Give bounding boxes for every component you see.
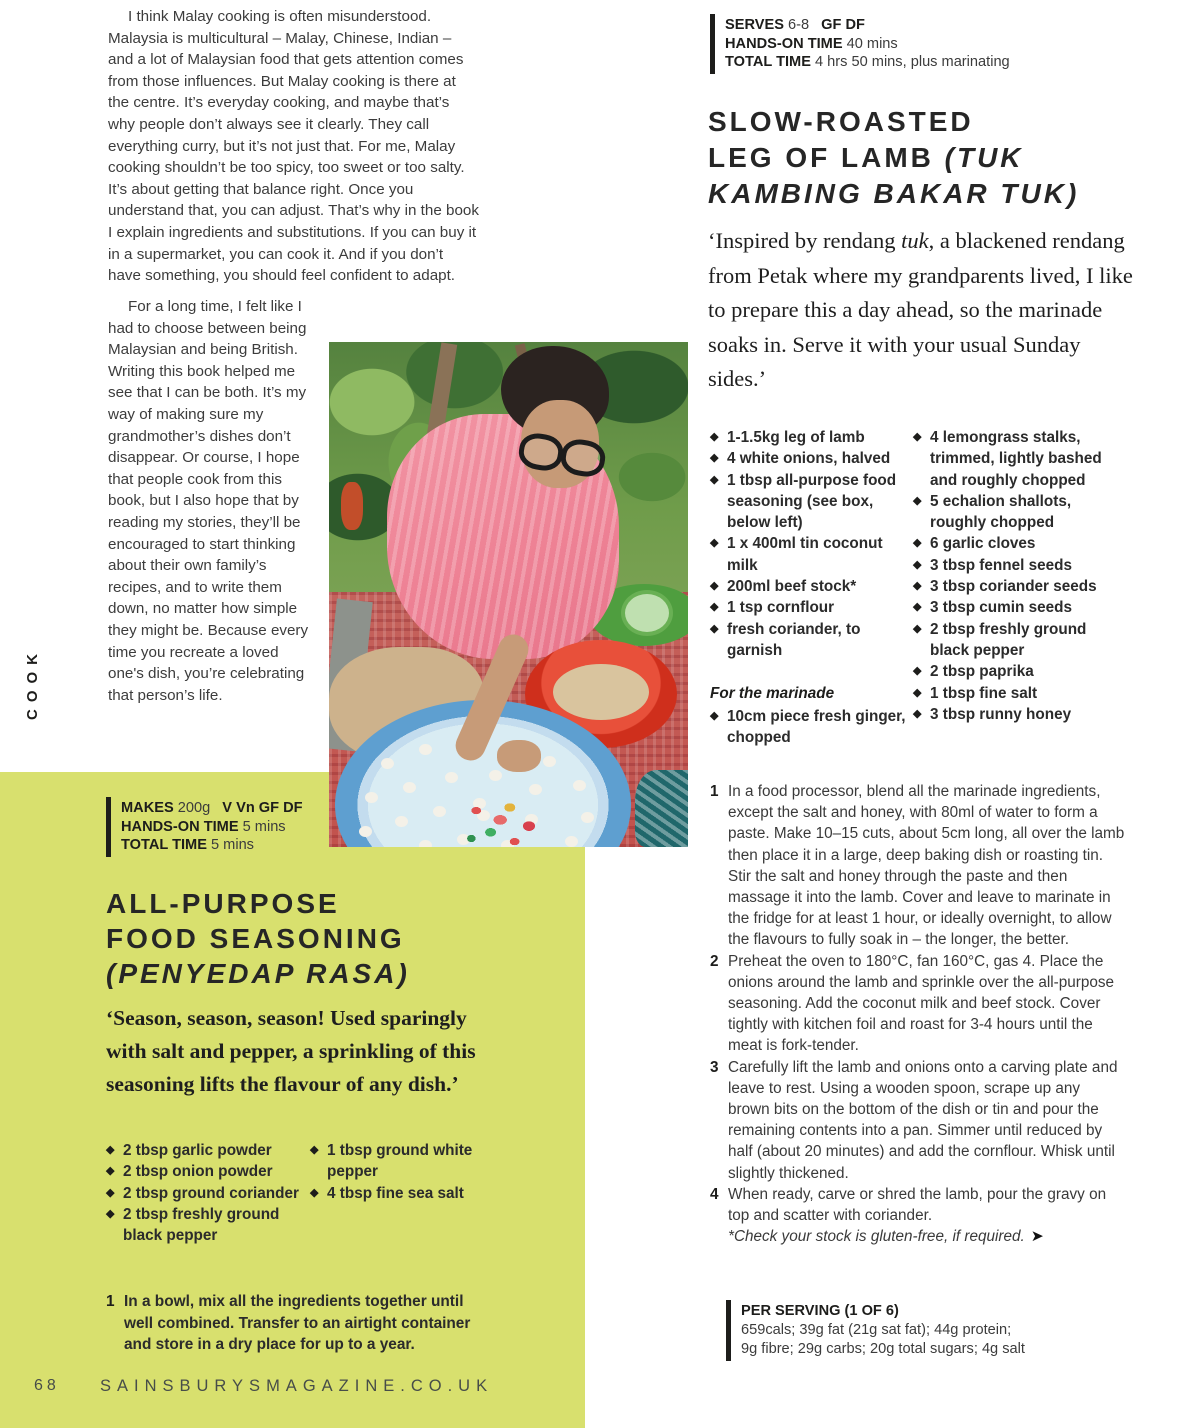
page-number: 68 [34,1377,60,1394]
serves-value: 6-8 [788,17,810,33]
lamb-method [710,781,1125,1247]
lamb-quote: ‘Inspired by rendang tuk, a blackened rendang from Petak where my grandparents lived, I like to prepare this a day ahead, so the marinade soaks in. Serve it with your usual Sunday sides.’ [708,228,1133,391]
lamb-ingredients-col1 [710,427,910,748]
seasoning-method [106,1291,488,1356]
per-serving-title: PER SERVING (1 OF 6) [741,1303,899,1319]
diamond-bullet-icon: ◆ [106,1165,115,1178]
man-hand [497,740,541,772]
diamond-bullet-icon: ◆ [913,558,922,571]
ingredient-item: ◆ 2 tbsp onion powder [106,1161,311,1182]
ingredient-item: ◆ 2 tbsp paprika [913,661,1128,682]
method-step [710,781,1125,951]
title-line: LEG OF LAMB (TUK [708,142,1024,173]
ingredient-item: ◆ 10cm piece fresh ginger, chopped [710,707,906,746]
article-paragraph-1: I think Malay cooking is often misunderstood. Malaysia is multicultural – Malay, Chinese, Indian – and a lot of Malaysian food that gets attention comes from those influences. But Malay cooking is there at the centre. It’s everyday cooking, and maybe that’s why people don’t always see it clearly. They call everything curry, but it’s not just that. For me, Malay cooking shouldn’t be too spicy, too sweet or too salty. It’s about getting that balance right. Once you understand that, you can adjust. That’s why in the book I explain ingredients and substitutions. If you can buy it in a supermarket, you can cook it. And if you don’t have something, you should feel confident to adapt. [108,8,479,285]
ingredient-item: ◆ 1 x 400ml tin coconut milk [710,535,883,574]
method-step [710,1184,1125,1248]
diamond-bullet-icon: ◆ [710,601,719,614]
seasoning-recipe-title [106,886,410,991]
diamond-bullet-icon: ◆ [710,709,719,722]
ingredient-item: ◆ 1-1.5kg leg of lamb [710,427,910,448]
serves-label: SERVES [725,17,784,33]
diamond-bullet-icon: ◆ [710,622,719,635]
title-line-malay: KAMBING BAKAR TUK) [708,178,1080,209]
step-number: 2 [710,952,719,970]
diamond-bullet-icon: ◆ [710,580,719,593]
ingredient-item: ◆ 2 tbsp ground coriander [106,1183,311,1204]
continue-arrow-icon: ➤ [1030,1228,1044,1246]
ingredient-item: ◆ 3 tbsp coriander seeds [913,576,1128,597]
diamond-bullet-icon: ◆ [106,1186,115,1199]
seasoning-quote: ‘Season, season, season! Used sparingly with salt and pepper, a sprinkling of this seasoning lifts the flavour of any dish.’ [106,1006,476,1096]
article-paragraph-2: For a long time, I felt like I had to choose between being Malaysian and being British. Writing this book helped me see that I can be both. It’s my way of making sure my grandmother’s dishes don’t disappear. Or course, I hope that people cook from this book, but I also hope that by reading my stories, they’ll be encouraged to start thinking about their own family’s recipes, and to write them down, no matter how simple they might be. Because every time you recreate a loved one's dish, you’re celebrating that person’s life. [108,298,309,704]
diamond-bullet-icon: ◆ [913,494,922,507]
step-text: Carefully lift the lamb and onions onto a carving plate and leave to rest. Using a wooden spoon, scrape up any brown bits on the bottom of the dish or tin and pour the remaining contents into a pan. Simmer until reduced by half (about 20 minutes) and add the cornflour. Whisk until slightly thickened. [728,1058,1118,1182]
total-time-label: TOTAL TIME [725,54,811,71]
step-text: When ready, carve or shred the lamb, pour the gravy on top and scatter with coriander. *Check your stock is gluten-free, if required. ➤ [728,1185,1107,1246]
diamond-bullet-icon: ◆ [310,1144,319,1156]
photo-man-making-kuih [329,342,688,847]
dough [553,664,649,720]
per-serving-box [726,1300,1025,1361]
ingredient-item: ◆ 5 echalion shallots, roughly chopped [913,492,1072,532]
ingredient-item: ◆ 4 tbsp fine sea salt [310,1183,505,1204]
step-text: In a bowl, mix all the ingredients together until well combined. Transfer to an airtight container and store in a dry place for up to a year. [124,1293,471,1354]
diamond-bullet-icon: ◆ [913,537,922,550]
makes-line [121,799,303,818]
title-line: FOOD SEASONING [106,923,405,954]
diamond-bullet-icon: ◆ [913,686,922,699]
diamond-bullet-icon: ◆ [310,1186,319,1199]
total-time-line [725,53,1010,72]
ingredient-item: ◆ 6 garlic cloves [913,533,1128,554]
leaf-cup [621,590,673,636]
diet-badges: GF DF [821,17,865,33]
diamond-bullet-icon: ◆ [913,601,922,614]
ingredient-item: ◆ 1 tbsp fine salt [913,683,1128,704]
lamb-meta-box [710,14,1010,74]
title-line: ALL-PURPOSE [106,888,340,919]
hands-on-value: 5 mins [242,818,286,835]
ingredient-item: ◆ 200ml beef stock* [710,576,910,597]
hands-on-label: HANDS-ON TIME [725,35,843,52]
serves-line [725,16,1010,35]
makes-value: 200g [177,800,211,816]
method-step [710,1057,1125,1184]
marinade-heading: For the marinade [710,685,835,703]
seasoning-meta-box [106,797,303,857]
ingredient-item: ◆ 3 tbsp fennel seeds [913,555,1128,576]
seasoning-ingredients-col2 [310,1140,505,1204]
hands-on-line [725,35,1010,54]
seasoning-ingredients-col1 [106,1140,311,1246]
step-number: 4 [710,1185,719,1203]
hands-on-value: 40 mins [846,35,898,52]
diet-badges: V Vn GF DF [222,800,303,816]
gluten-free-note: *Check your stock is gluten-free, if required. [728,1228,1025,1246]
diamond-bullet-icon: ◆ [710,537,719,550]
ingredient-item: ◆ 3 tbsp cumin seeds [913,597,1128,618]
ingredient-item: ◆ 4 white onions, halved [710,448,910,469]
diamond-bullet-icon: ◆ [913,707,922,720]
total-time-label: TOTAL TIME [121,837,207,854]
ingredient-item: ◆ 2 tbsp freshly ground black pepper [106,1205,280,1245]
step-text: In a food processor, blend all the marinade ingredients, except the salt and honey, with 80ml of water to form a paste. Make 10–15 cuts, about 5cm long, all over the lamb then place it in a large, deep baking dish or roasting tin. Stir the salt and honey through the paste and then massage it into the lamb. Cover and leave to marinate in the fridge for at least 1 hour, or ideally overnight, to allow the flavours to fully soak in – the longer, the better. [728,783,1125,949]
hands-on-label: HANDS-ON TIME [121,818,239,835]
method-step [710,951,1125,1057]
diamond-bullet-icon: ◆ [913,431,922,443]
diamond-bullet-icon: ◆ [913,580,922,593]
hands-on-line [121,818,303,837]
ingredient-item: ◆ 3 tbsp runny honey [913,704,1128,725]
diamond-bullet-icon: ◆ [106,1144,115,1156]
ingredient-item: ◆ 1 tbsp all-purpose food seasoning (see box, below left) [710,471,897,532]
title-line: SLOW-ROASTED [708,106,974,137]
method-step [106,1291,488,1356]
diamond-bullet-icon: ◆ [106,1207,115,1220]
section-label-cook: COOK [24,647,41,720]
diamond-bullet-icon: ◆ [913,622,922,635]
lamb-recipe-title [708,104,1079,212]
shoe [635,770,688,847]
step-text: Preheat the oven to 180°C, fan 160°C, gas 4. Place the onions around the lamb and sprinkle over the all-purpose seasoning. Add the coconut milk and beef stock. Cover tightly with kitchen foil and roast for 3-4 hours until the meat is fork-tender. [728,952,1115,1055]
step-number: 1 [710,783,719,800]
step-number: 1 [106,1293,115,1310]
ingredient-item: ◆ 2 tbsp freshly ground black pepper [913,620,1087,659]
ingredient-item: ◆ 4 lemongrass stalks, trimmed, lightly bashed and roughly chopped [913,429,1102,489]
sprinkles [457,792,553,847]
title-line-malay: (PENYEDAP RASA) [106,958,410,989]
lamb-ingredients-col2 [913,427,1128,725]
per-serving-line: 659cals; 39g fat (21g sat fat); 44g protein; [741,1322,1012,1338]
ingredient-item: ◆ 1 tsp cornflour [710,597,910,618]
magazine-website: SAINSBURYSMAGAZINE.CO.UK [100,1377,494,1395]
diamond-bullet-icon: ◆ [710,452,719,465]
red-flower [341,482,363,530]
total-time-line [121,836,303,855]
step-number: 3 [710,1058,719,1076]
diamond-bullet-icon: ◆ [710,473,719,486]
diamond-bullet-icon: ◆ [913,665,922,678]
ingredient-item: ◆ 2 tbsp garlic powder [106,1140,311,1161]
ingredient-item: ◆ 1 tbsp ground white pepper [310,1142,473,1181]
ingredient-item: ◆ fresh coriander, to garnish [710,620,861,659]
makes-label: MAKES [121,800,174,816]
diamond-bullet-icon: ◆ [710,431,719,443]
total-time-value: 4 hrs 50 mins, plus marinating [815,54,1010,71]
per-serving-line: 9g fibre; 29g carbs; 20g total sugars; 4g salt [741,1341,1025,1357]
total-time-value: 5 mins [211,837,254,854]
